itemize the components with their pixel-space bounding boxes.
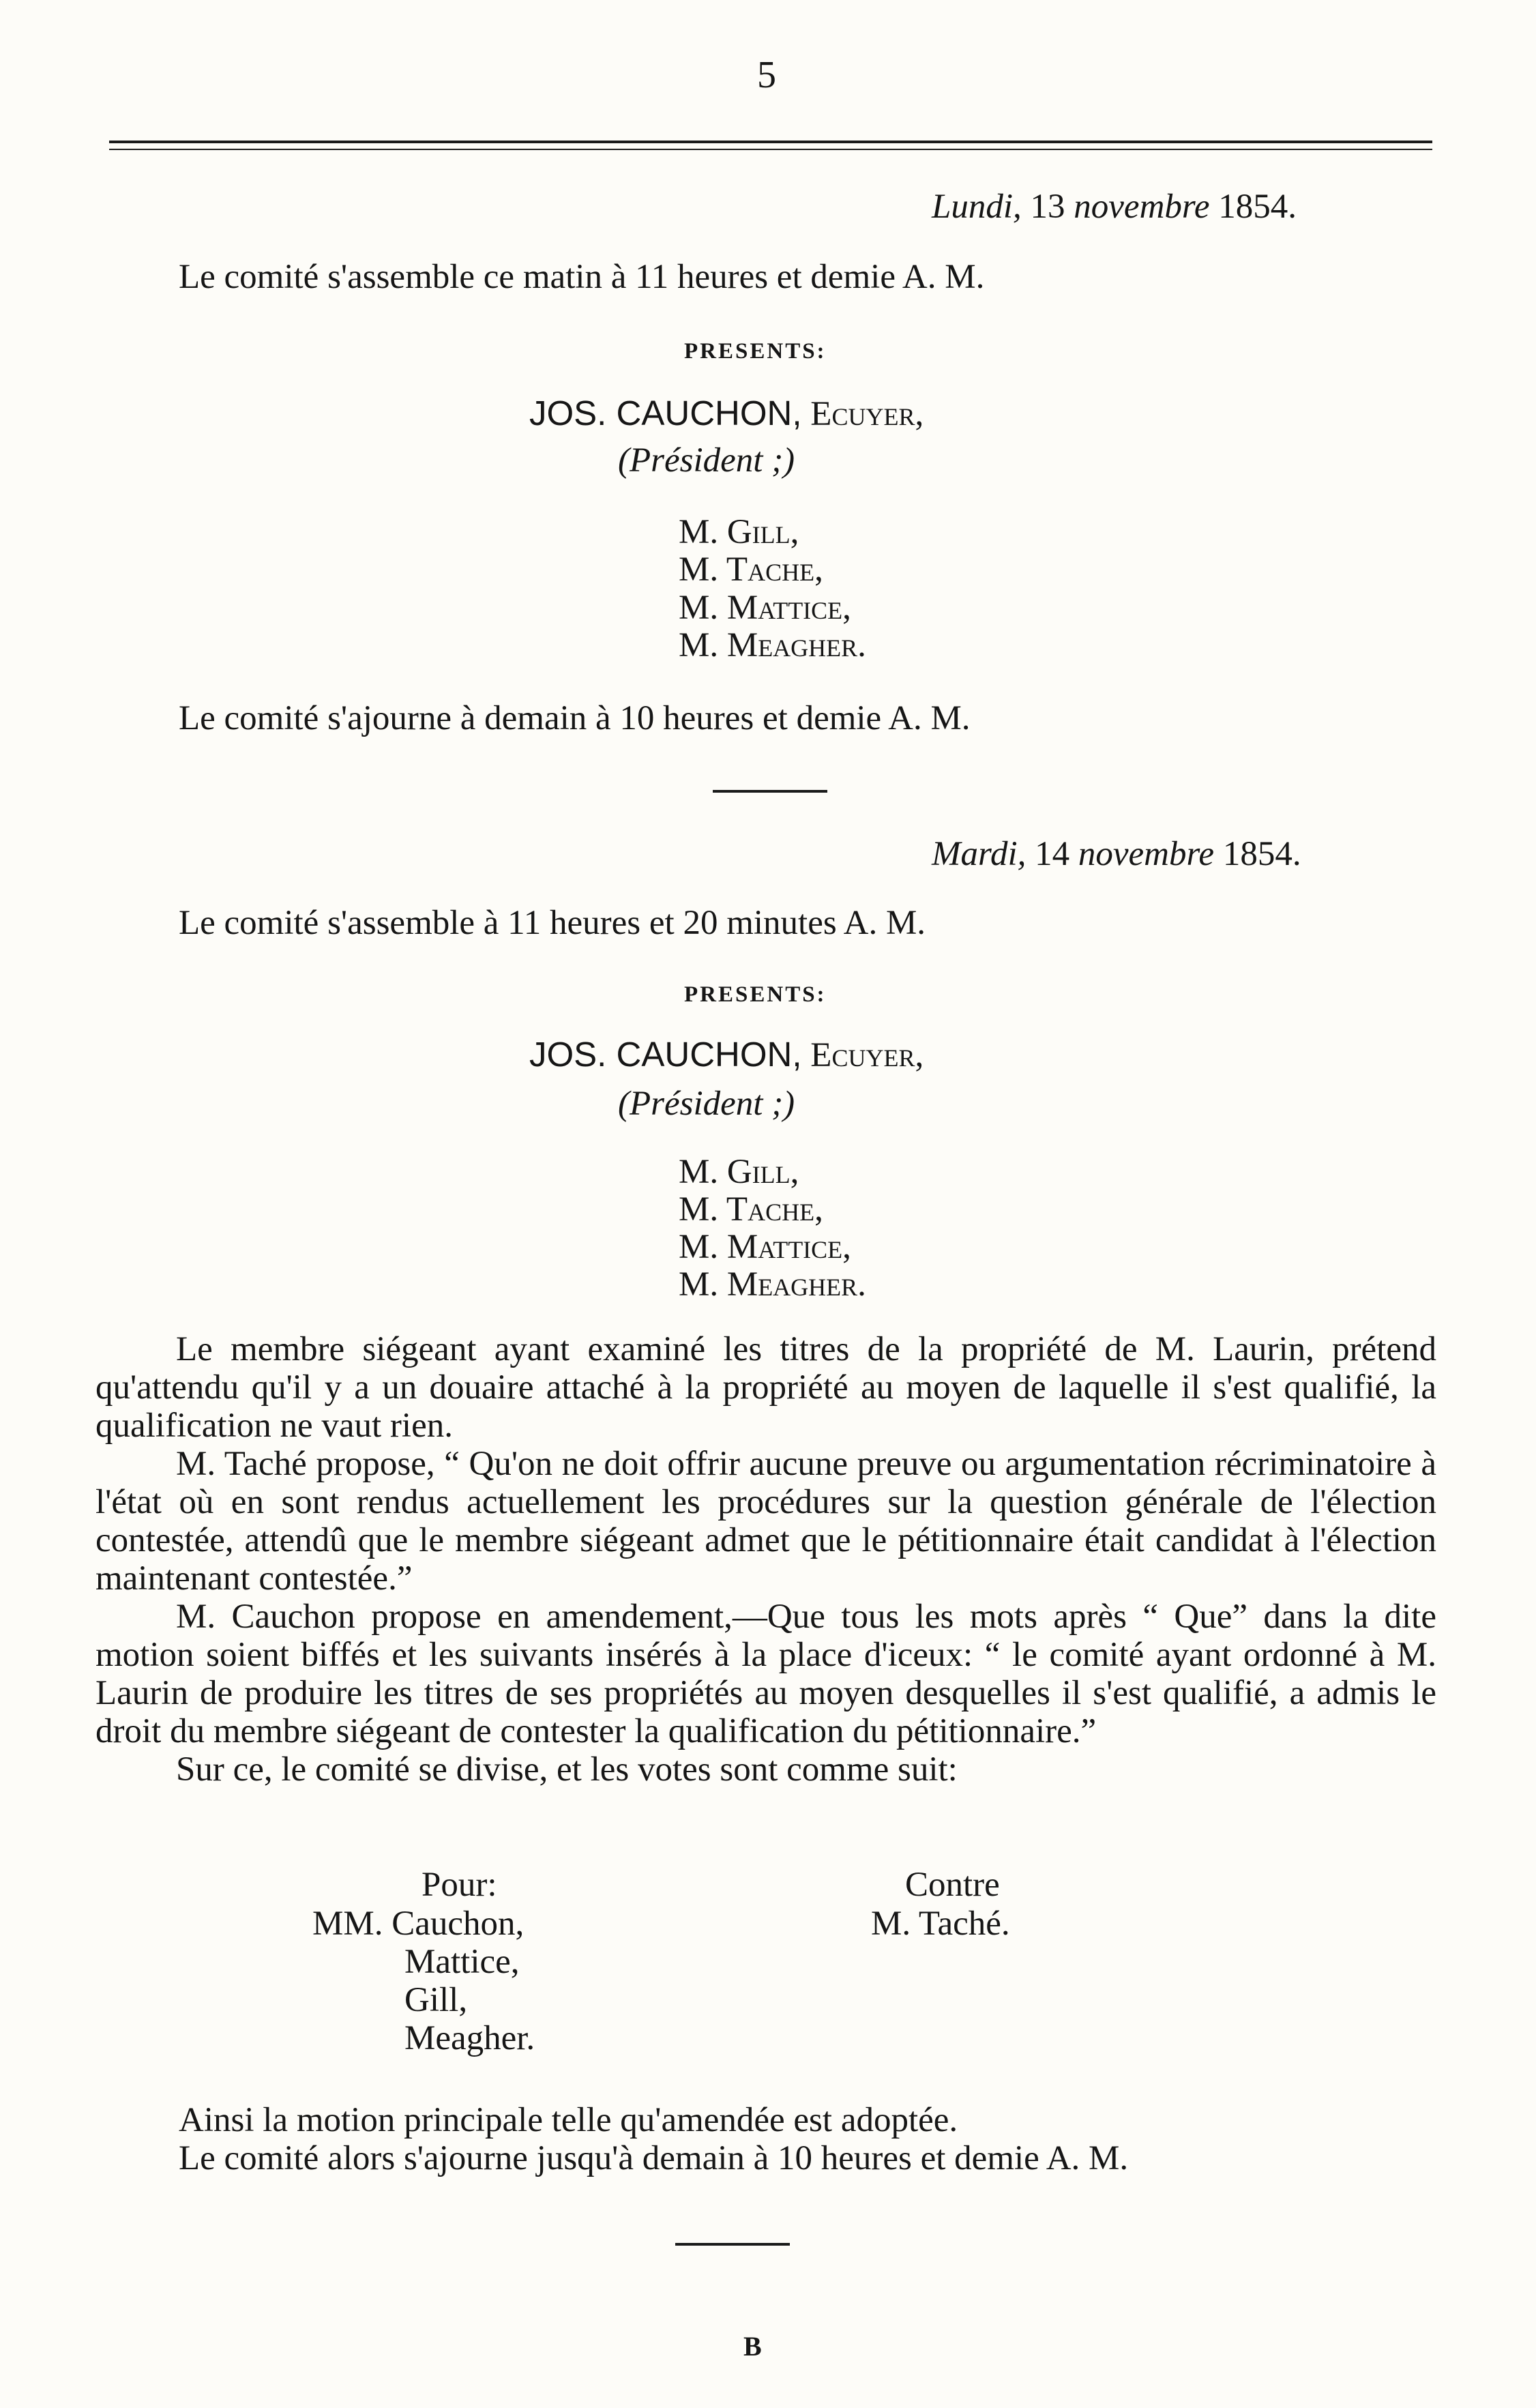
date-month: novembre xyxy=(1074,188,1210,226)
header-rule-top xyxy=(109,141,1432,143)
president-name: JOS. CAUCHON, xyxy=(529,394,802,432)
vote-contre-label: Contre xyxy=(905,1866,1000,1904)
paragraph-amendment: M. Cauchon propose en amendement,—Que tous les mots après “ Que” dans la dite motion soient biffés et les suivants insérés à la place d'iceux: “ le comité ayant ordonné à M. Laurin de produire les titres de ses propriétés au moyen desquelles il s'est qualifié, a admis le droit du membre siégeant de contester la qualification du pétitionnaire.” xyxy=(95,1598,1436,1750)
section-divider-2 xyxy=(675,2243,790,2246)
date-year: 1854. xyxy=(1218,188,1297,226)
date-line-2 xyxy=(932,835,1301,873)
member-list-item: M. Tache, xyxy=(679,1190,823,1229)
presents-label-2: PRESENTS: xyxy=(684,982,827,1007)
vote-pour-name: Meagher. xyxy=(404,2019,535,2057)
date-month: novembre xyxy=(1078,835,1215,873)
vote-pour-name: MM. Cauchon, xyxy=(312,1905,525,1943)
member-list-item: M. Mattice, xyxy=(679,589,851,627)
presents-label-1: PRESENTS: xyxy=(684,339,827,364)
paragraph-motion: M. Taché propose, “ Qu'on ne doit offrir aucune preuve ou argumentation récriminatoire à l'état où en sont rendus actuellement les procédures sur la question générale de l'élection contestée, attendû que le membre siégeant admet que le pétitionnaire était candidat à l'élection maintenant contestée.” xyxy=(95,1445,1436,1598)
meeting-opening-1: Le comité s'assemble ce matin à 11 heures et demie A. M. xyxy=(179,258,985,296)
date-year: 1854. xyxy=(1222,835,1301,873)
adjournment-1: Le comité s'ajourne à demain à 10 heures et demie A. M. xyxy=(179,699,971,737)
meeting-opening-2: Le comité s'assemble à 11 heures et 20 minutes A. M. xyxy=(179,904,926,942)
president-line-1 xyxy=(529,394,924,433)
member-list-item: M. Gill, xyxy=(679,1153,799,1191)
president-title: Ecuyer, xyxy=(810,395,924,433)
vote-intro: Sur ce, le comité se divise, et les votes sont comme suit: xyxy=(176,1750,958,1789)
date-day: Mardi, xyxy=(932,835,1027,873)
page-number: 5 xyxy=(757,54,776,96)
member-list-item: M. Gill, xyxy=(679,513,799,551)
vote-contre-name: M. Taché. xyxy=(871,1905,1010,1943)
vote-pour-name: Mattice, xyxy=(404,1943,520,1981)
president-role-2: (Président ;) xyxy=(618,1085,795,1123)
section-divider-1 xyxy=(713,790,827,793)
vote-pour-label: Pour: xyxy=(422,1866,497,1904)
member-list-item: M. Mattice, xyxy=(679,1228,851,1266)
president-name: JOS. CAUCHON, xyxy=(529,1035,802,1074)
minutes-body xyxy=(95,1330,1436,1789)
member-list-item: M. Meagher. xyxy=(679,1265,866,1304)
motion-result: Ainsi la motion principale telle qu'amendée est adoptée. xyxy=(179,2101,958,2139)
date-number: 14 xyxy=(1035,835,1070,873)
president-role-1: (Président ;) xyxy=(618,441,795,480)
header-rule-bottom xyxy=(109,149,1432,150)
signature-mark: B xyxy=(743,2331,762,2362)
member-list-item: M. Tache, xyxy=(679,550,823,589)
member-list-item: M. Meagher. xyxy=(679,626,866,664)
president-line-2 xyxy=(529,1036,924,1074)
paragraph-objection: Le membre siégeant ayant examiné les titres de la propriété de M. Laurin, prétend qu'attendu qu'il y a un douaire attaché à la propriété au moyen de laquelle il s'est qualifié, la qualification ne vaut rien. xyxy=(95,1330,1436,1445)
date-line-1 xyxy=(932,188,1297,226)
president-title: Ecuyer, xyxy=(810,1036,924,1074)
date-day: Lundi, xyxy=(932,188,1022,226)
adjournment-2: Le comité alors s'ajourne jusqu'à demain à 10 heures et demie A. M. xyxy=(179,2139,1129,2177)
vote-pour-name: Gill, xyxy=(404,1981,468,2019)
date-number: 13 xyxy=(1030,188,1065,226)
